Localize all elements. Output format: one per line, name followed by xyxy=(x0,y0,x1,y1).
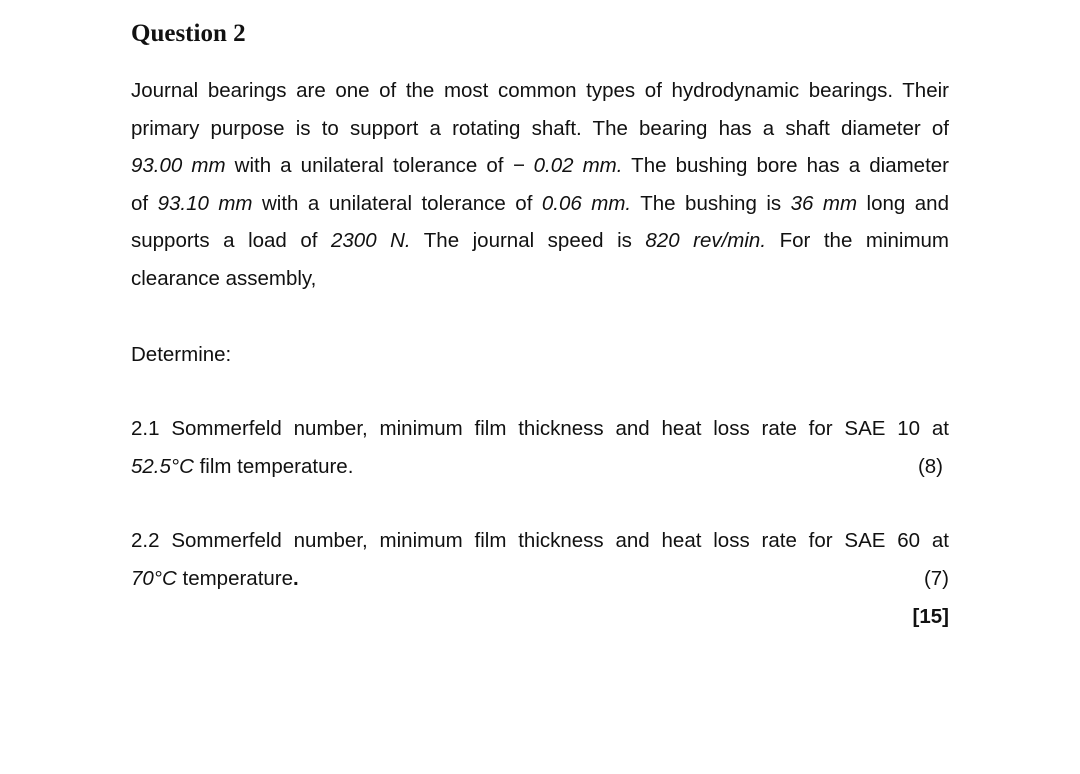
intro-line-5-text-1: supports a load of xyxy=(131,229,331,253)
determine-label: Determine: xyxy=(131,343,232,366)
intro-line-3-text-1: with a unilateral tolerance of xyxy=(225,154,513,178)
total-marks: [15] xyxy=(912,605,949,628)
subquestion-2-2 xyxy=(131,522,949,597)
journal-speed-value: 820 rev/min. xyxy=(645,229,767,253)
subquestion-2-1-line-1: 2.1 Sommerfeld number, minimum film thickness and heat loss rate for SAE 10 at xyxy=(131,417,949,440)
subquestion-2-1-temperature: 52.5°C xyxy=(131,454,194,478)
intro-line-4-text-3: The bushing is xyxy=(631,191,791,215)
intro-line-4-text-1: of xyxy=(131,191,158,215)
shaft-diameter-value: 93.00 mm xyxy=(131,154,226,178)
bore-tolerance-value: 0.06 mm. xyxy=(541,191,632,215)
intro-paragraph xyxy=(131,72,949,298)
intro-line-1: Journal bearings are one of the most common types of hydrodynamic bearings. Their xyxy=(131,79,949,102)
intro-line-4 xyxy=(131,185,949,223)
subquestion-2-2-marks: (7) xyxy=(923,566,949,590)
subquestion-2-2-line-2 xyxy=(131,560,949,598)
load-value: 2300 N. xyxy=(330,229,411,253)
intro-line-3-text-2: The bushing bore has a diameter xyxy=(622,154,949,178)
bushing-length-value: 36 mm xyxy=(790,191,858,215)
subquestion-2-1 xyxy=(131,410,949,485)
intro-line-5-text-3: For the minimum xyxy=(766,229,950,253)
subquestion-2-1-marks: (8) xyxy=(917,454,943,478)
intro-line-5 xyxy=(131,222,949,260)
intro-line-3 xyxy=(131,147,949,185)
subquestion-2-1-text: film temperature. xyxy=(193,454,354,478)
intro-line-2: primary purpose is to support a rotating shaft. The bearing has a shaft diameter of xyxy=(131,116,949,140)
intro-line-6: clearance assembly, xyxy=(131,266,317,290)
subquestion-2-2-temperature: 70°C xyxy=(131,566,177,590)
intro-line-4-text-4: long and xyxy=(857,191,949,215)
subquestion-2-2-period: . xyxy=(293,566,299,590)
shaft-tolerance-value: − 0.02 mm. xyxy=(512,154,623,178)
subquestion-2-2-text: temperature xyxy=(176,566,294,590)
intro-line-5-text-2: The journal speed is xyxy=(410,229,646,253)
subquestion-2-1-line-2 xyxy=(131,448,949,486)
question-title: Question 2 xyxy=(131,20,246,47)
intro-line-4-text-2: with a unilateral tolerance of xyxy=(252,191,542,215)
subquestion-2-2-line-1: 2.2 Sommerfeld number, minimum film thickness and heat loss rate for SAE 60 at xyxy=(131,529,949,552)
bore-diameter-value: 93.10 mm xyxy=(157,191,253,215)
